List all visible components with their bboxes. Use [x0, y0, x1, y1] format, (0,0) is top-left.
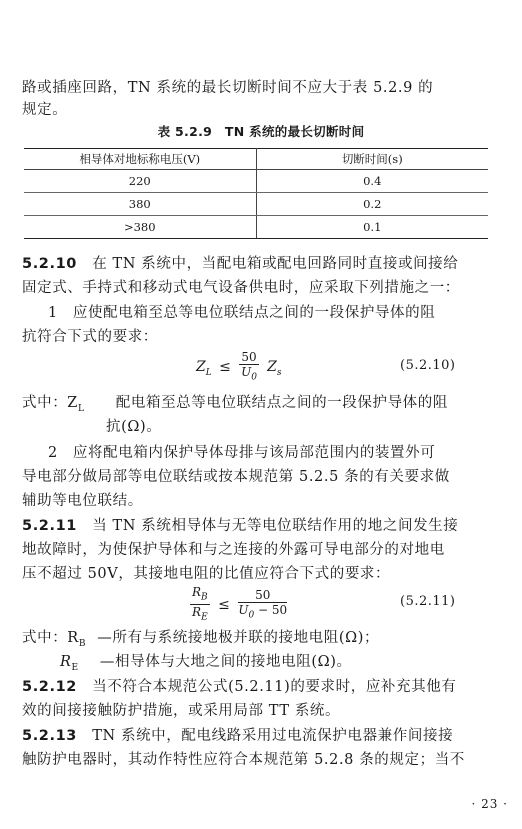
text-line: 地故障时，为使保护导体和与之连接的外露可导电部分的对地电 — [22, 542, 445, 558]
clause-number: 5.2.13 — [22, 728, 77, 744]
formula-sub: E — [201, 612, 208, 623]
numerator-symbol: R — [192, 585, 202, 599]
text-line: 路或插座回路，TN 系统的最长切断时间不应大于表 5.2.9 的 — [22, 80, 434, 96]
text-line: 1 应使配电箱至总等电位联结点之间的一段保护导体的阻 — [48, 305, 436, 321]
clause-number: 5.2.12 — [22, 679, 77, 695]
symbol-sub: B — [78, 638, 87, 649]
clause-5-2-13 — [22, 726, 453, 746]
table-header-row — [24, 149, 488, 170]
formula-fraction — [239, 350, 258, 384]
clause-5-2-10 — [22, 254, 458, 274]
where-line — [22, 393, 448, 419]
clause-text: 当不符合本规范公式(5.2.11)的要求时，应补充其他有 — [92, 679, 457, 695]
table-cell: 380 — [24, 193, 256, 216]
formula-sub: B — [201, 592, 208, 603]
formula-sub: 0 — [248, 610, 255, 621]
symbol-sub: L — [77, 403, 85, 414]
denominator-symbol: U — [241, 365, 252, 379]
formula-sub: s — [276, 368, 282, 378]
table-header-cell: 切断时间(s) — [256, 149, 488, 170]
text-line: 2 应将配电箱内保护导体母排与该局部范围内的装置外可 — [48, 445, 436, 461]
formula-operator: ≤ — [219, 359, 231, 376]
formula-5-2-11 — [186, 585, 291, 625]
table-cell: 0.2 — [256, 193, 488, 216]
fraction-denominator — [239, 365, 258, 384]
clause-number: 5.2.11 — [22, 518, 77, 534]
formula-sub: L — [205, 368, 212, 378]
formula-sub: 0 — [251, 372, 257, 383]
formula-operator: ≤ — [218, 596, 230, 613]
table-cell: 0.1 — [256, 216, 488, 239]
equation-number: (5.2.10) — [400, 358, 456, 373]
table-row — [24, 193, 488, 216]
where-symbol: 式中：Z — [22, 395, 78, 411]
clause-5-2-12 — [22, 677, 456, 697]
formula-fraction — [190, 585, 210, 625]
denominator-symbol: U — [238, 602, 249, 617]
symbol-sub: E — [71, 662, 79, 673]
text-line: 固定式、手持式和移动式电气设备供电时，应采取下列措施之一： — [22, 280, 460, 296]
text-line: 规定。 — [22, 102, 68, 118]
table-cell: 0.4 — [256, 170, 488, 193]
clause-number: 5.2.10 — [22, 256, 77, 272]
clause-5-2-11 — [22, 516, 458, 536]
where-definition: 配电箱至总等电位联结点之间的一段保护导体的阻 — [115, 395, 448, 411]
text-line: 辅助等电位联结。 — [22, 493, 143, 509]
table-row — [24, 170, 488, 193]
text-line: 抗(Ω)。 — [106, 419, 162, 435]
table-caption: 表 5.2.9 TN 系统的最长切断时间 — [157, 124, 365, 139]
formula-fraction — [238, 588, 287, 622]
formula-5-2-10 — [196, 350, 281, 384]
fraction-numerator: 50 — [238, 588, 287, 603]
where-line — [60, 652, 352, 678]
equation-number: (5.2.11) — [400, 594, 456, 609]
where-definition: —相导体与大地之间的接地电阻(Ω)。 — [99, 654, 352, 670]
table-row — [24, 216, 488, 239]
fraction-numerator — [190, 585, 210, 605]
text-line: 压不超过 50V，其接地电阻的比值应符合下式的要求： — [22, 566, 391, 582]
where-symbol: 式中：R — [22, 630, 79, 646]
table-header-cell: 相导体对地标称电压(V) — [24, 149, 256, 170]
formula-rhs: Z — [267, 359, 277, 376]
denominator-symbol: R — [192, 605, 202, 620]
text-line: 触防护电器时，其动作特性应符合本规范第 5.2.8 条的规定；当不 — [22, 752, 465, 768]
fraction-numerator: 50 — [241, 350, 257, 364]
where-symbol: R — [60, 654, 72, 670]
clause-text: 在 TN 系统中，当配电箱或配电回路同时直接或间接给 — [92, 256, 459, 272]
text-line: 效的间接接触防护措施，或采用局部 TT 系统。 — [22, 703, 341, 719]
text-line: 导电部分做局部等电位联结或按本规范第 5.2.5 条的有关要求做 — [22, 469, 450, 485]
fraction-denominator — [238, 603, 287, 622]
text-line: 抗符合下式的要求： — [22, 329, 158, 345]
where-definition: —所有与系统接地极并联的接地电阻(Ω)； — [97, 630, 380, 646]
fraction-denominator — [190, 605, 210, 624]
denominator-rest: − 50 — [258, 602, 288, 617]
page-number: · 23 · — [471, 797, 508, 811]
formula-lhs: Z — [196, 359, 206, 376]
cutoff-time-table — [24, 148, 488, 239]
table-cell: >380 — [24, 216, 256, 239]
clause-text: 当 TN 系统相导体与无等电位联结作用的地之间发生接 — [92, 518, 459, 534]
clause-text: TN 系统中，配电线路采用过电流保护电器兼作间接接 — [92, 728, 454, 744]
table-cell: 220 — [24, 170, 256, 193]
where-line — [22, 628, 379, 654]
